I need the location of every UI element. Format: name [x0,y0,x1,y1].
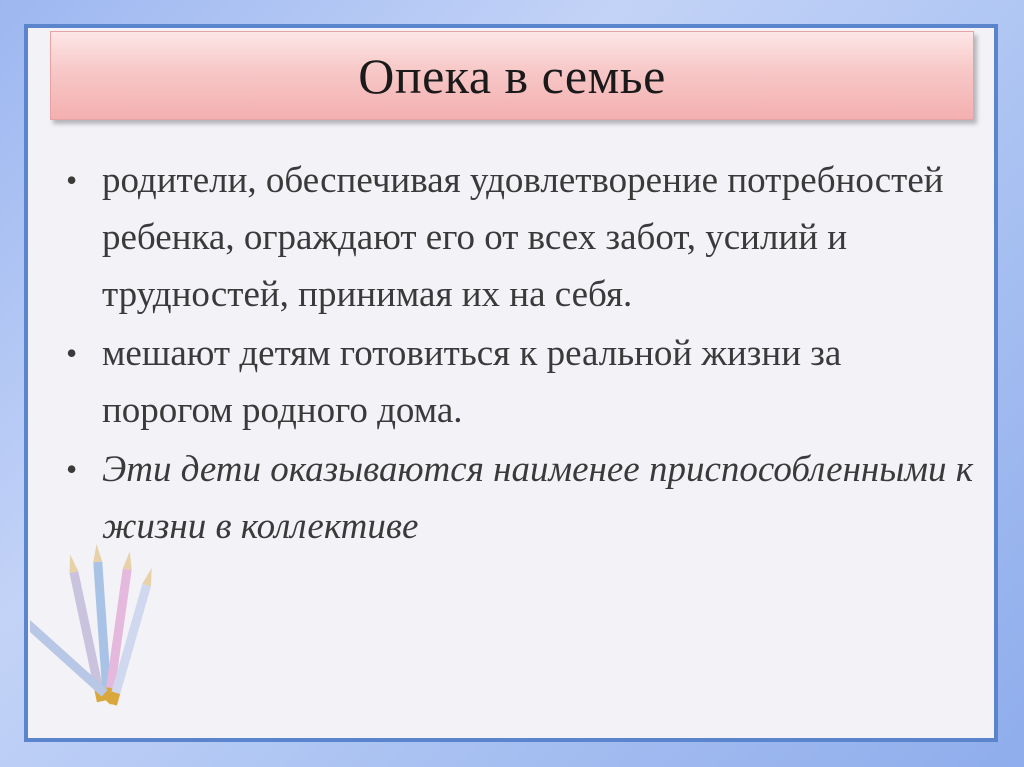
bullet-icon: • [66,335,78,371]
list-item [66,325,976,439]
bullet-list [66,152,976,557]
bullet-text: родители, обеспечивая удовлетворение потребностей ребенка, ограждают его от всех забот, усилий и трудностей, принимая их на себя. [102,160,944,315]
title-box [50,31,974,120]
list-item [66,152,976,323]
bullet-text: Эти дети оказываются наименее приспособленными к жизни в коллективе [102,449,974,547]
bullet-icon: • [66,451,78,487]
list-item [66,441,976,555]
page-title: Опека в семье [358,47,666,104]
bullet-icon: • [66,162,78,198]
bullet-text: мешают детям готовиться к реальной жизни за порогом родного дома. [102,333,842,431]
pencils-icon [30,540,170,720]
